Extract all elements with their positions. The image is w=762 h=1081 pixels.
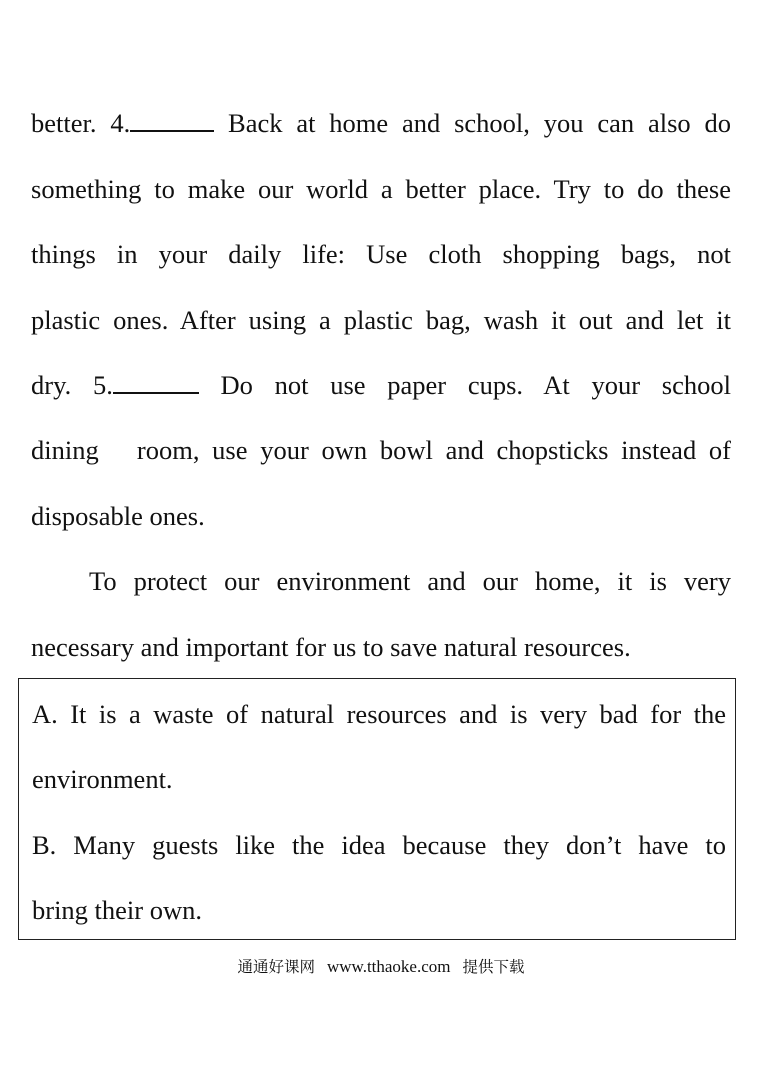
passage-line-8: To protect our environment and our home, it is very bbox=[89, 566, 731, 596]
passage-text: better. 4. bbox=[31, 108, 131, 138]
option-a-line-2: environment. bbox=[32, 764, 173, 794]
footer-note: 提供下载 bbox=[462, 958, 525, 976]
option-b-line-2: bring their own. bbox=[32, 895, 203, 925]
option-a-line-1: A. It is a waste of natural resources and is very bad for the bbox=[32, 699, 726, 729]
passage-line-5 bbox=[31, 368, 731, 402]
footer-url[interactable]: www.tthaoke.com bbox=[326, 957, 451, 976]
passage-line-4: plastic ones. After using a plastic bag, wash it out and let it bbox=[31, 305, 731, 335]
passage-line-6: dining room, use your own bowl and chopsticks instead of bbox=[31, 435, 731, 465]
passage-line-3: things in your daily life: Use cloth shopping bags, not bbox=[31, 239, 731, 269]
footer-site-name: 通通好课网 bbox=[237, 958, 315, 976]
passage-text: Back at home and school, you can also do bbox=[214, 108, 731, 138]
passage-line-9: necessary and important for us to save natural resources. bbox=[31, 632, 631, 662]
option-b-line-1: B. Many guests like the idea because they don’t have to bbox=[32, 830, 726, 860]
passage-line-1 bbox=[31, 106, 731, 140]
answer-blank-5[interactable] bbox=[113, 370, 199, 394]
passage-text: Do not use paper cups. At your school bbox=[198, 370, 731, 400]
passage-line-2: something to make our world a better place. Try to do these bbox=[31, 174, 731, 204]
passage-text: dry. 5. bbox=[31, 370, 113, 400]
page-footer bbox=[0, 955, 762, 977]
passage-line-7: disposable ones. bbox=[31, 501, 205, 531]
answer-blank-4[interactable] bbox=[130, 108, 214, 132]
options-box bbox=[18, 678, 736, 940]
